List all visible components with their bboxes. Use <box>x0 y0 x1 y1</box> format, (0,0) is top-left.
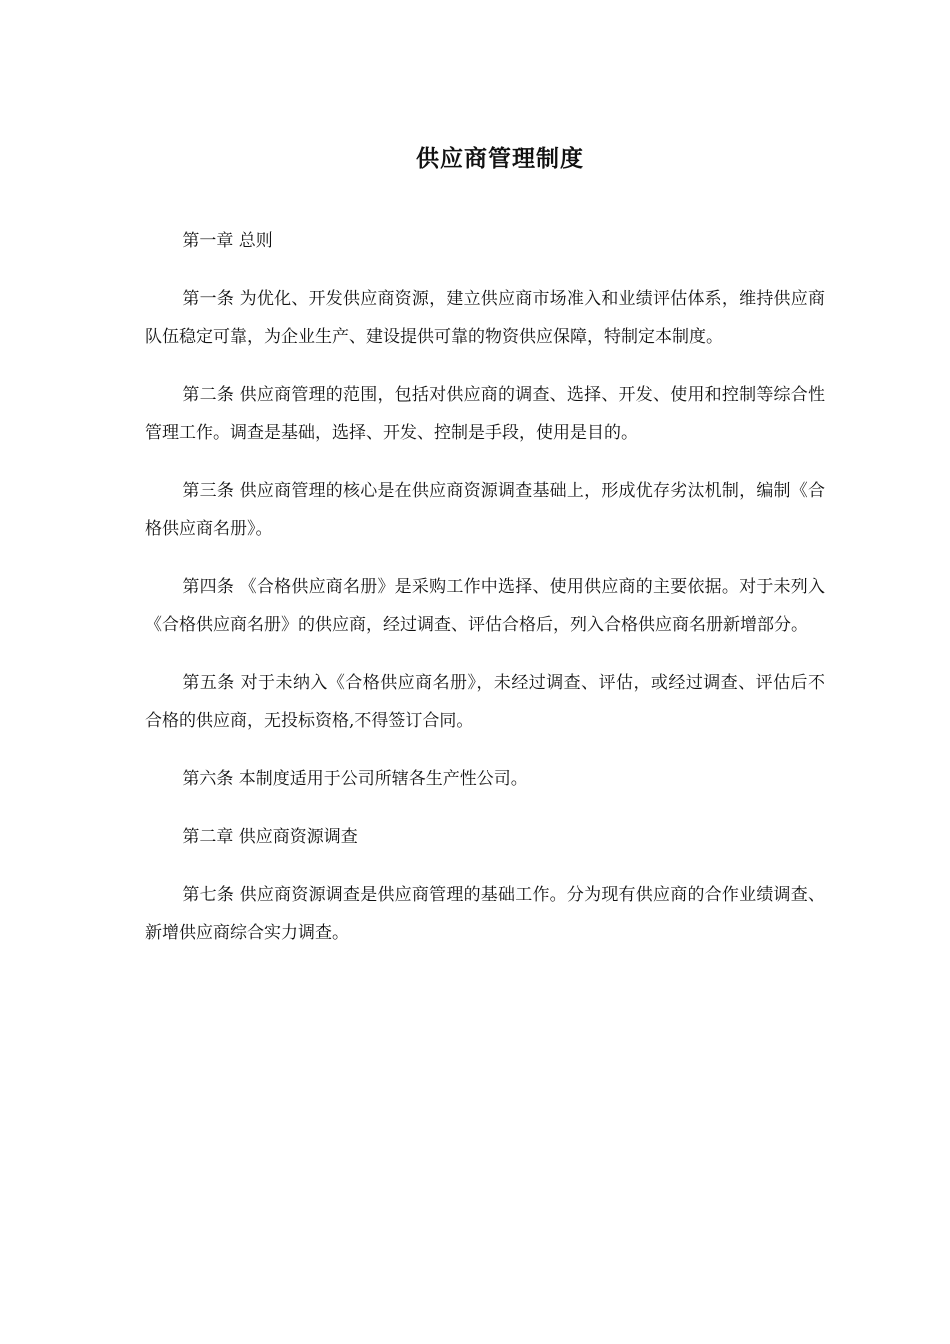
article-paragraph: 第六条 本制度适用于公司所辖各生产性公司。 <box>182 769 528 789</box>
document-title: 供应商管理制度 <box>416 145 584 172</box>
article-paragraph: 第七条 供应商资源调查是供应商管理的基础工作。分为现有供应商的合作业绩调查、新增供应商综合实力调查。 <box>145 885 825 943</box>
chapter-heading: 第二章 供应商资源调查 <box>182 827 358 847</box>
article-paragraph: 第一条 为优化、开发供应商资源，建立供应商市场准入和业绩评估体系，维持供应商队伍稳定可靠，为企业生产、建设提供可靠的物资供应保障，特制定本制度。 <box>145 289 825 347</box>
document-body <box>145 222 825 972</box>
chapter-heading: 第一章 总则 <box>182 231 273 251</box>
article-paragraph: 第五条 对于未纳入《合格供应商名册》，未经过调查、评估，或经过调查、评估后不合格的供应商，无投标资格,不得签订合同。 <box>145 673 825 731</box>
article-paragraph: 第二条 供应商管理的范围，包括对供应商的调查、选择、开发、使用和控制等综合性管理工作。调查是基础，选择、开发、控制是手段，使用是目的。 <box>145 385 825 443</box>
article-paragraph: 第三条 供应商管理的核心是在供应商资源调查基础上，形成优存劣汰机制，编制《合格供应商名册》。 <box>145 481 825 539</box>
article-paragraph: 第四条 《合格供应商名册》是采购工作中选择、使用供应商的主要依据。对于未列入《合格供应商名册》的供应商，经过调查、评估合格后，列入合格供应商名册新增部分。 <box>145 577 825 635</box>
